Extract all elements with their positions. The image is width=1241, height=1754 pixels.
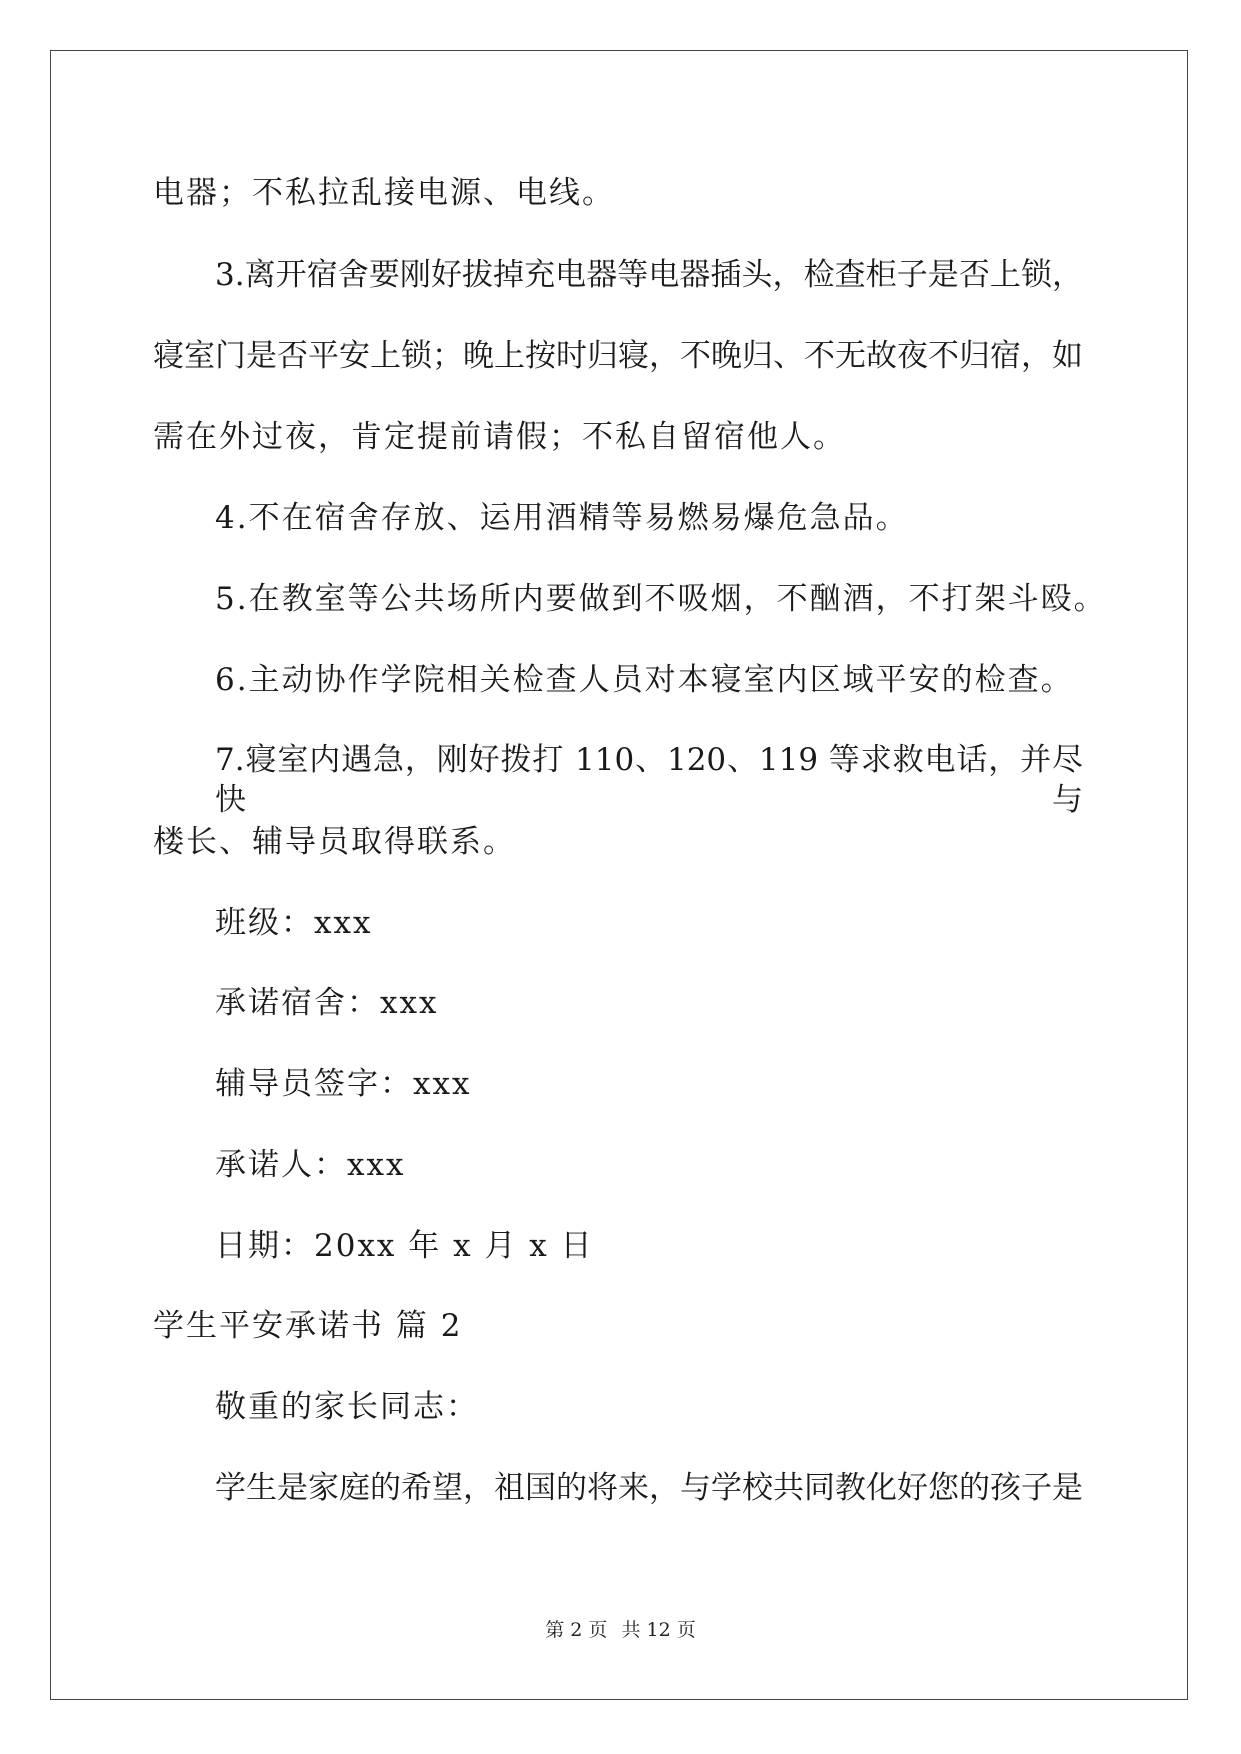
text-line-2: 3.离开宿舍要刚好拔掉充电器等电器插头，检查柜子是否上锁，	[215, 257, 1083, 293]
text-line-6: 5.在教室等公共场所内要做到不吸烟，不酗酒，不打架斗殴。	[215, 581, 1107, 617]
text-line-17: 学生是家庭的希望，祖国的将来，与学校共同教化好您的孩子是	[215, 1470, 1083, 1506]
text-line-5: 4.不在宿舍存放、运用酒精等易燃易爆危急品。	[215, 500, 909, 536]
text-line-9: 楼长、辅导员取得联系。	[153, 824, 516, 860]
page-border	[50, 50, 1188, 1700]
field-counselor-signature: 辅导员签字：xxx	[215, 1066, 472, 1102]
field-dormitory: 承诺宿舍：xxx	[215, 985, 439, 1021]
text-line-7: 6.主动协作学院相关检查人员对本寝室内区域平安的检查。	[215, 662, 1074, 698]
text-line-4: 需在外过夜，肯定提前请假；不私自留宿他人。	[153, 419, 846, 455]
field-date: 日期：20xx 年 x 月 x 日	[215, 1228, 594, 1264]
field-promisor: 承诺人：xxx	[215, 1147, 406, 1183]
text-line-1: 电器；不私拉乱接电源、电线。	[153, 175, 615, 211]
text-line-8: 7.寝室内遇急，刚好拨打 110、120、119 等求救电话，并尽快与	[215, 742, 1083, 818]
page-footer	[0, 1618, 1241, 1642]
page-number-current: 第 2 页	[545, 1619, 608, 1641]
text-line-3: 寝室门是否平安上锁；晚上按时归寝，不晚归、不无故夜不归宿，如	[153, 338, 1083, 374]
field-class: 班级：xxx	[215, 905, 373, 941]
page-number-total: 共 12 页	[621, 1619, 696, 1641]
salutation: 敬重的家长同志：	[215, 1389, 479, 1425]
section-heading: 学生平安承诺书 篇 2	[153, 1308, 463, 1344]
